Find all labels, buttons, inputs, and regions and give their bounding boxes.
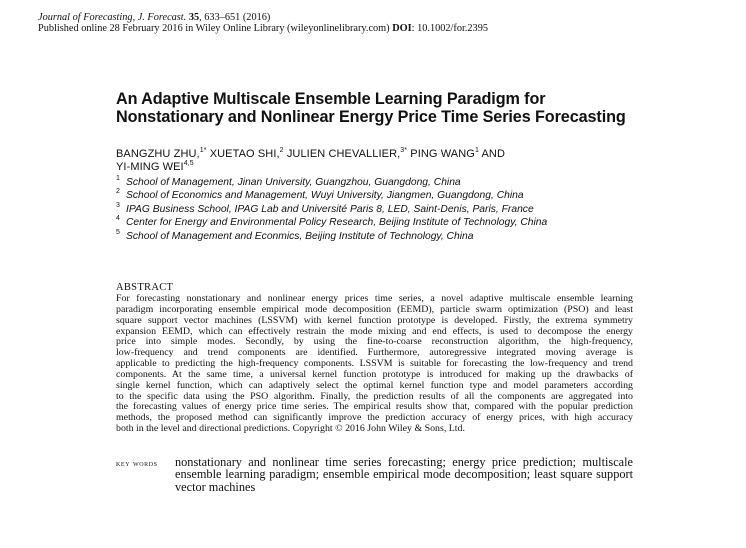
author-affiliation-mark: 2: [279, 147, 284, 154]
affiliation: $^4$ Center for Energy and Environmental Policy Research, Beijing Institute of Technology, China: [116, 215, 548, 229]
author: BANGZHU ZHU,: [116, 148, 200, 160]
abstract-line: the forecasting values of energy price time series. The empirical results show that, compared with the popular prediction: [116, 401, 633, 413]
journal-name: Journal of Forecasting, J. Forecast.: [38, 12, 187, 23]
abstract-line: square support vector machines (LSSVM) with kernel function prototype is developed. Firstly, the extrema symmetry: [116, 314, 633, 326]
abstract-line: low-frequency and trend components are identified. Furthermore, autoregressive integrated moving average is: [116, 347, 633, 359]
affiliation: $^2$ School of Economics and Management, Wuyi University, Jiangmen, Guangdong, China: [116, 188, 524, 202]
affiliation-text: IPAG Business School, IPAG Lab and Université Paris 8, LED, Saint-Denis, Paris, France: [126, 203, 534, 215]
abstract-body: [116, 294, 633, 435]
paper-title: [116, 90, 626, 126]
title-line: Nonstationary and Nonlinear Energy Price Time Series Forecasting: [116, 108, 626, 126]
abstract-line: price into simple modes. Secondly, by using the fine-to-coarse reconstruction algorithm, the high-frequency,: [116, 336, 633, 348]
published-info: Published online 28 February 2016 in Wiley Online Library (wileyonlinelibrary.com): [38, 23, 390, 34]
author-line: [116, 148, 505, 161]
author-line: [116, 161, 505, 174]
abstract-line: both in the level and directional predictions. Copyright © 2016 John Wiley & Sons, Ltd.: [116, 423, 465, 435]
abstract-line: For forecasting nonstationary and nonlinear energy prices time series, a novel adaptive multiscale ensemble learning: [116, 293, 633, 304]
abstract-line: components. At the same time, a universal kernel function prototype is introduced for making up the drawbacks of: [116, 368, 633, 380]
affiliation-text: School of Management and Econmics, Beijing Institute of Technology, China: [126, 230, 474, 242]
author-affiliation-mark: 4,5: [183, 159, 194, 167]
keywords-text: [175, 456, 633, 493]
abstract-line: expansion EEMD, which can effectively restrain the mode mixing and end effects, is used to decompose the energy: [116, 325, 633, 337]
affiliation-text: Center for Energy and Environmental Policy Research, Beijing Institute of Technology, China: [126, 217, 548, 229]
affiliation: $^3$ IPAG Business School, IPAG Lab and Université Paris 8, LED, Saint-Denis, Paris, France: [116, 201, 534, 215]
abstract-line: single kernel function, which can adaptively select the optimal kernel function type and model parameters according: [116, 379, 633, 391]
affiliation: $^1$ School of Management, Jinan University, Guangzhou, Guangdong, China: [116, 175, 461, 188]
abstract-line: methods, the proposed method can significantly improve the prediction accuracy of energy prices, with high accuracy: [116, 412, 633, 424]
keywords-line: nonstationary and nonlinear time series forecasting; energy price prediction; multiscale: [175, 455, 633, 469]
author-affiliation-mark: 3*: [400, 147, 408, 154]
doi[interactable]: : 10.1002/for.2395: [411, 23, 489, 34]
pages-year: , 633–651 (2016): [199, 12, 271, 23]
author-list: [116, 148, 505, 173]
publication-line: [38, 23, 488, 34]
abstract-line: applicable to predicting the high-frequency components. LSSVM is suitable for forecasting the low-frequency and trend: [116, 358, 633, 370]
doi-label: DOI: [392, 23, 412, 34]
affiliation-text: School of Economics and Management, Wuyi University, Jiangmen, Guangdong, China: [126, 190, 524, 202]
abstract-heading: ABSTRACT: [116, 282, 174, 293]
author-affiliation-mark: 1*: [199, 147, 207, 154]
keywords-label: key words: [116, 458, 158, 468]
author: PING WANG: [410, 148, 475, 160]
citation-line: [38, 12, 488, 23]
author: YI-MING WEI: [116, 160, 184, 173]
abstract-line: paradigm incorporating ensemble empirical mode decomposition (EEMD), particle swarm optimization (PSO) and least: [116, 303, 633, 315]
abstract-line: to the specific data using the PSO algorithm. Finally, the prediction results of all the components are aggregated into: [116, 390, 633, 402]
author: XUETAO SHI,: [209, 148, 280, 160]
author-conjunction: AND: [481, 148, 506, 160]
keywords-line: vector machines: [175, 479, 256, 494]
title-line: An Adaptive Multiscale Ensemble Learning Paradigm for: [116, 90, 546, 108]
author: JULIEN CHEVALLIER,: [286, 148, 401, 160]
journal-header: [38, 12, 488, 34]
affiliation: $^5$ School of Management and Econmics, Beijing Institute of Technology, China: [116, 228, 474, 242]
keywords-line: ensemble learning paradigm; ensemble empirical mode decomposition; least square support: [175, 467, 633, 482]
affiliation-text: School of Management, Jinan University, Guangzhou, Guangdong, China: [126, 177, 461, 188]
affiliation-list: [116, 176, 547, 243]
author-affiliation-mark: 1: [474, 147, 479, 154]
volume: 35: [188, 12, 200, 23]
